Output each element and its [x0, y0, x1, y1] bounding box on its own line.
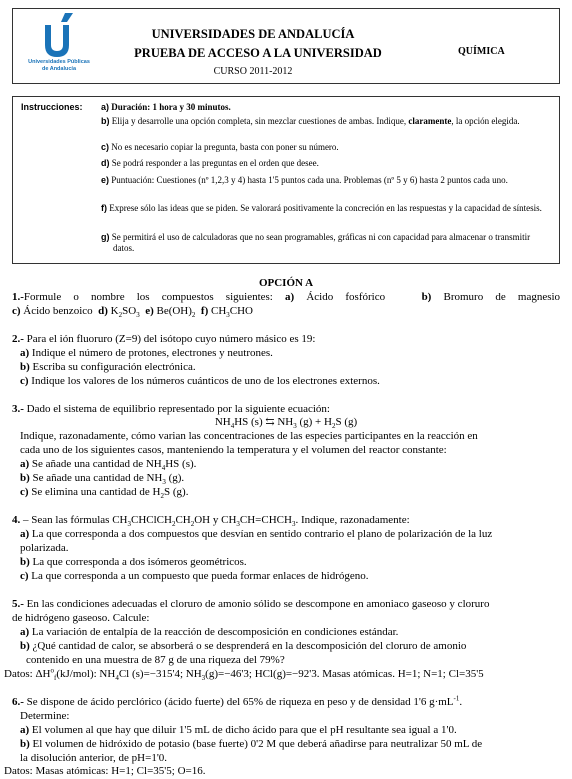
header-title-2: PRUEBA DE ACCESO A LA UNIVERSIDAD [134, 46, 382, 60]
q4-a-line-2: polarizada. [20, 542, 69, 554]
q1-d-sub-2: 3 [136, 311, 140, 320]
q6-line-1 [12, 696, 462, 709]
instruction-c-text: No es necesario copiar la pregunta, basta con poner su número. [111, 142, 339, 152]
logo-caption-line-1: Universidades Públicas [28, 59, 90, 65]
q6-text-1: Se dispone de ácido perclórico (ácido fuerte) del 65% de riqueza en peso y de densidad 1'6 g·mL [26, 696, 454, 708]
instructions-label: Instrucciones: [21, 102, 83, 112]
equilibrium-arrow-icon: ⇆ [265, 416, 275, 428]
q4-number: 4. [12, 514, 21, 526]
q3-b [20, 472, 184, 485]
q2-b-text: Escriba su configuración electrónica. [32, 361, 196, 373]
q3-a-text-2: HS (s). [165, 458, 197, 470]
instruction-f-letter: f) [101, 203, 107, 213]
q1-f-text-1: CH [211, 305, 227, 317]
q2-b-letter: b) [20, 361, 30, 373]
q2-a [20, 347, 273, 360]
q4-c [20, 570, 369, 583]
q1-a-text: Ácido fosfórico [306, 291, 386, 303]
instruction-b-bold: claramente [408, 116, 452, 126]
instruction-g-letter: g) [101, 232, 110, 242]
q5-data-1: Datos: ΔH [4, 668, 51, 680]
q3-b-sub: 3 [162, 478, 166, 487]
instruction-d [101, 158, 551, 169]
q3-eq-sub-1: 4 [230, 422, 235, 431]
q5-a [20, 626, 398, 639]
q3-number: 3.- [12, 403, 24, 415]
instruction-e [101, 175, 551, 186]
q1-text: Formule o nombre los compuestos siguientes: [23, 291, 273, 303]
q3-eq-1: NH [214, 416, 231, 428]
q3-c-text-1: Se elimina una cantidad de H [31, 486, 161, 498]
instruction-b-letter: b) [101, 116, 110, 126]
q6-b-letter: b) [20, 738, 30, 750]
q4-text-4: OH y CH [194, 514, 237, 526]
q5-b-text-1: ¿Qué cantidad de calor, se absorberá o se desprenderá en la descomposición del cloruro de amonio [32, 640, 467, 652]
q1-line-1 [12, 291, 560, 304]
q1-d-text-2: SO [122, 305, 137, 317]
instruction-f [101, 203, 551, 214]
q4-b-letter: b) [20, 556, 30, 568]
q1-c-letter: c) [12, 305, 21, 317]
q2-line-1 [12, 333, 315, 346]
q2-c-letter: c) [20, 375, 29, 387]
q2-number: 2.- [12, 333, 24, 345]
instruction-b-text-2: , la opción elegida. [451, 116, 520, 126]
instruction-c [101, 142, 551, 153]
q3-c-letter: c) [20, 486, 29, 498]
q2-text: Para el ión fluoruro (Z=9) del isótopo cuyo número másico es 19: [26, 333, 316, 345]
q2-c-text: Indique los valores de los números cuánticos de uno de los electrones externos. [31, 375, 380, 387]
q5-b-letter: b) [20, 640, 30, 652]
q3-a-letter: a) [20, 458, 30, 470]
q5-a-letter: a) [20, 626, 30, 638]
q5-number: 5.- [12, 598, 24, 610]
q3-para-1: Indique, razonadamente, cómo varian las concentraciones de las especies participantes en la reacción en [20, 430, 478, 442]
q5-data [4, 668, 484, 681]
q6-text-1-end: . [459, 696, 463, 708]
instruction-a-letter: a) [101, 102, 110, 112]
q4-b [20, 556, 247, 569]
q3-eq-sub-4: 2 [331, 422, 336, 431]
q1-f-letter: f) [200, 305, 209, 317]
q5-data-sup: o [50, 666, 54, 675]
q3-eq-2: HS (s) [234, 416, 263, 428]
q5-text-1: En las condiciones adecuadas el cloruro de amonio sólido se descompone en amoniaco gaseoso y cloruro [26, 598, 490, 610]
q1-line-2 [12, 305, 253, 318]
logo-caption-line-2: de Andalucía [41, 66, 77, 72]
q5-a-text: La variación de entalpía de la reacción de descomposición en condiciones estándar. [31, 626, 399, 638]
q5-data-sub-2: 3 [201, 674, 206, 683]
q3-a [20, 458, 196, 471]
q5-data-4: (g)=−46'3; HCl(g)=−92'3. Masas atómicas. H=1; N=1; Cl=35'5 [205, 668, 484, 680]
q6-a-text: El volumen al que hay que diluir 1'5 mL de dicho ácido para que el pH resultante sea igual a 1'0. [31, 724, 457, 736]
instruction-b [101, 116, 551, 127]
instruction-e-text: Puntuación: Cuestiones (nº 1,2,3 y 4) hasta 1'5 puntos cada una. Problemas (nº 5 y 6) hasta 2 puntos cada uno. [111, 175, 508, 185]
q6-b-line-1 [20, 738, 482, 751]
q4-text-3: CH [175, 514, 191, 526]
q3-b-text-2: (g). [168, 472, 185, 484]
q6-text-1-sup: -1 [453, 694, 460, 703]
q1-c-text: Ácido benzoico [23, 305, 93, 317]
q4-sub-5: 3 [291, 520, 296, 529]
q3-b-letter: b) [20, 472, 30, 484]
q1-e-letter: e) [145, 305, 154, 317]
instruction-d-letter: d) [101, 158, 110, 168]
q4-sub-2: 2 [171, 520, 176, 529]
q3-para-2: cada uno de los siguientes casos, manteniendo la temperatura y el volumen del reactor constante: [20, 444, 447, 456]
q5-b-line-1 [20, 640, 466, 653]
q4-sub-1: 3 [127, 520, 131, 529]
q2-c [20, 375, 380, 388]
q5-b-line-2: contenido en una muestra de 87 g de una riqueza del 79%? [26, 654, 285, 666]
q4-sub-4: 3 [236, 520, 240, 529]
q6-a-letter: a) [20, 724, 30, 736]
q5-data-3: Cl (s)=−315'4; NH [118, 668, 202, 680]
q3-eq-3: NH [277, 416, 294, 428]
q1-e-sub: 2 [191, 311, 196, 320]
q6-data: Datos: Masas atómicas: H=1; Cl=35'5; O=16. [4, 765, 206, 777]
instruction-b-text-1: Elija y desarrolle una opción completa, sin mezclar cuestiones de ambas. Indique, [111, 116, 409, 126]
q6-b-line-2: la disolución anterior, de pH=1'0. [20, 752, 168, 764]
q6-a [20, 724, 457, 737]
q4-a-text-1: La que corresponda a dos compuestos que desvían en sentido contrario el plano de polarización de la luz [31, 528, 493, 540]
q3-eq-4: (g) + H [299, 416, 332, 428]
instruction-c-letter: c) [101, 142, 110, 152]
q4-c-text: La que corresponda a un compuesto que pueda formar enlaces de hidrógeno. [31, 570, 369, 582]
q1-a-letter: a) [285, 291, 295, 303]
instructions-box [12, 96, 560, 264]
q3-eq-sub-3: 3 [293, 422, 297, 431]
q5-data-sub-1: 4 [115, 674, 119, 683]
q5-data-2: (kJ/mol): NH [56, 668, 116, 680]
q3-line-1 [12, 403, 330, 416]
q1-f-text-2: CHO [229, 305, 254, 317]
instruction-a [101, 102, 551, 113]
instruction-g [101, 232, 551, 254]
q4-sub-3: 2 [190, 520, 195, 529]
q1-number: 1.- [12, 291, 24, 303]
q4-text-2: CHClCH [130, 514, 172, 526]
q4-text-6: . Indique, razonadamente: [295, 514, 410, 526]
instruction-a-text: Duración: 1 hora y 30 minutos. [111, 102, 231, 112]
q3-c-text-2: S (g). [164, 486, 189, 498]
q5-line-2: de hidrógeno gaseoso. Calcule: [12, 612, 150, 624]
q3-text: Dado el sistema de equilibrio representado por la siguiente ecuación: [26, 403, 330, 415]
q3-a-sub: 4 [161, 464, 166, 473]
q5-data-sub: f [54, 674, 57, 683]
q6-number: 6.- [12, 696, 24, 708]
q4-text-5: CH=CHCH [239, 514, 292, 526]
q1-d-text-1: K [110, 305, 119, 317]
q4-text-1: – Sean las fórmulas CH [23, 514, 128, 526]
q4-c-letter: c) [20, 570, 29, 582]
q2-a-letter: a) [20, 347, 30, 359]
logo-caption [19, 59, 99, 73]
q6-b-text-1: El volumen de hidróxido de potasio (base fuerte) 0'2 M que deberá añadirse para neutralizar 50 mL de [32, 738, 483, 750]
q4-a-letter: a) [20, 528, 30, 540]
q3-a-text-1: Se añade una cantidad de NH [31, 458, 162, 470]
q1-d-sub-1: 2 [118, 311, 123, 320]
q6-line-2: Determine: [20, 710, 70, 722]
q5-line-1 [12, 598, 489, 611]
header-title-1: UNIVERSIDADES DE ANDALUCÍA [151, 27, 355, 41]
q3-c [20, 486, 188, 499]
instruction-d-text: Se podrá responder a las preguntas en el orden que desee. [111, 158, 319, 168]
q1-b-text: Bromuro de magnesio [443, 291, 561, 303]
q2-a-text: Indique el número de protones, electrones y neutrones. [31, 347, 273, 359]
q1-f-sub: 3 [226, 311, 230, 320]
q1-e-text: Be(OH) [156, 305, 192, 317]
q2-b [20, 361, 196, 374]
q3-equation [0, 416, 572, 429]
instruction-f-text: Exprese sólo las ideas que se piden. Se valorará positivamente la concreción en las respuestas y la capacidad de síntesis. [109, 203, 542, 213]
q1-d-letter: d) [98, 305, 108, 317]
q3-b-text-1: Se añade una cantidad de NH [32, 472, 163, 484]
q3-eq-5: S (g) [335, 416, 358, 428]
header-course: CURSO 2011-2012 [213, 66, 293, 77]
option-title: OPCIÓN A [258, 277, 314, 289]
header-subject: QUÍMICA [458, 46, 505, 57]
instruction-g-text: Se permitirá el uso de calculadoras que no sean programables, gráficas ni con capacidad para almacenar o transmitir datos. [111, 232, 531, 253]
q4-a-line-1 [20, 528, 492, 541]
q4-line-1 [12, 514, 410, 527]
exam-header [12, 8, 560, 84]
q4-b-text: La que corresponda a dos isómeros geométricos. [32, 556, 247, 568]
q3-c-sub: 2 [160, 492, 165, 501]
q1-b-letter: b) [421, 291, 432, 303]
instruction-e-letter: e) [101, 175, 110, 185]
